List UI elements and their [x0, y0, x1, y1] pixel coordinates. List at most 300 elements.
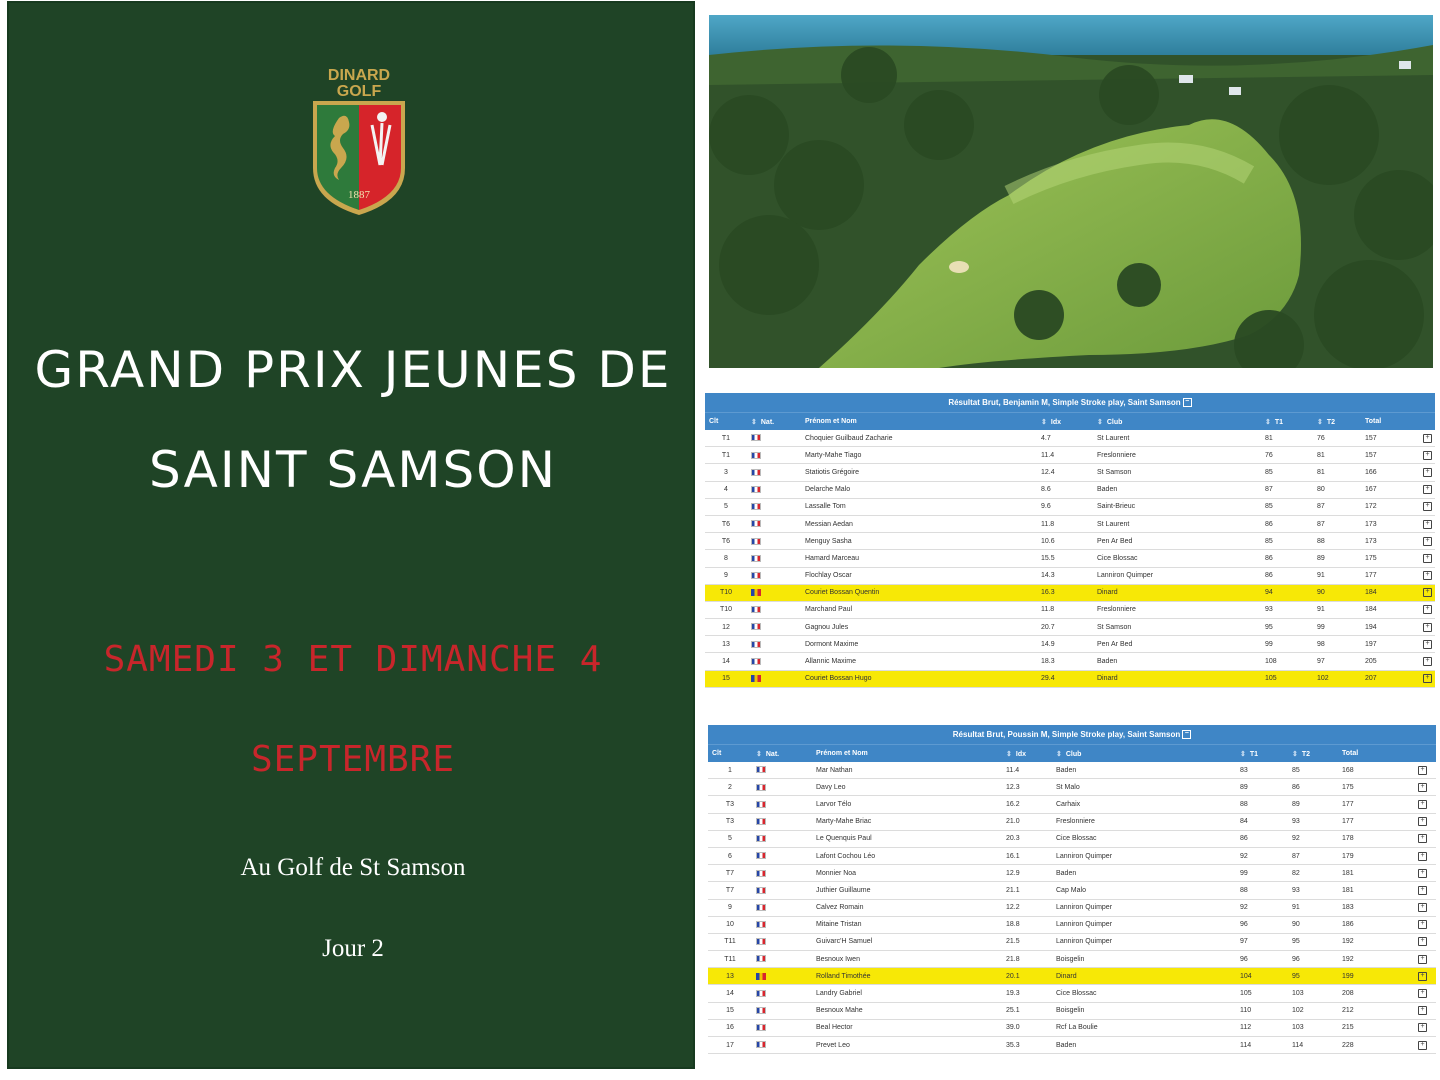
expand-row-icon[interactable]: +: [1418, 937, 1427, 946]
t1-cell: 104: [1236, 968, 1288, 985]
table-row[interactable]: [708, 762, 1436, 779]
expand-cell: [1419, 430, 1435, 447]
table-row[interactable]: [705, 670, 1435, 687]
name-cell: Allannic Maxime: [801, 653, 1037, 670]
expand-cell: [1419, 515, 1435, 532]
club-cell: Saint-Brieuc: [1093, 498, 1261, 515]
nat-cell: [752, 1019, 812, 1036]
club-cell: Lanniron Quimper: [1052, 899, 1236, 916]
clt-cell: T10: [705, 584, 747, 601]
nat-cell: [752, 899, 812, 916]
nat-cell: [747, 515, 801, 532]
nat-cell: [747, 636, 801, 653]
t2-cell: 88: [1313, 533, 1361, 550]
flag-icon: [751, 606, 761, 613]
expand-row-icon[interactable]: +: [1418, 989, 1427, 998]
flag-icon: [756, 973, 766, 980]
expand-row-icon[interactable]: +: [1423, 588, 1432, 597]
name-cell: Prevet Leo: [812, 1037, 1002, 1054]
expand-row-icon[interactable]: +: [1418, 817, 1427, 826]
total-cell: 173: [1361, 515, 1419, 532]
t2-cell: 76: [1313, 430, 1361, 447]
nat-cell: [752, 951, 812, 968]
expand-row-icon[interactable]: +: [1423, 674, 1432, 683]
idx-cell: 12.2: [1002, 899, 1052, 916]
t2-cell: 98: [1313, 636, 1361, 653]
total-cell: 181: [1338, 865, 1414, 882]
expand-cell: [1414, 1037, 1436, 1054]
name-cell: Messian Aedan: [801, 515, 1037, 532]
flag-icon: [751, 538, 761, 545]
club-cell: St Samson: [1093, 619, 1261, 636]
name-cell: Marty-Mahe Briac: [812, 813, 1002, 830]
idx-cell: 39.0: [1002, 1019, 1052, 1036]
t1-cell: 86: [1261, 550, 1313, 567]
expand-cell: [1419, 653, 1435, 670]
col-expand: [1419, 413, 1435, 431]
t2-cell: 87: [1288, 847, 1338, 864]
table-row[interactable]: [705, 498, 1435, 515]
col-nat[interactable]: ⇕ Nat.: [752, 745, 812, 763]
table-row[interactable]: [708, 951, 1436, 968]
nat-cell: [747, 653, 801, 670]
name-cell: Calvez Romain: [812, 899, 1002, 916]
clt-cell: 12: [705, 619, 747, 636]
table-row[interactable]: [705, 653, 1435, 670]
expand-cell: [1414, 968, 1436, 985]
col-name[interactable]: Prénom et Nom: [801, 413, 1037, 431]
expand-row-icon[interactable]: +: [1418, 1041, 1427, 1050]
name-cell: Couriet Bossan Hugo: [801, 670, 1037, 687]
t2-cell: 114: [1288, 1037, 1338, 1054]
club-cell: Cice Blossac: [1052, 830, 1236, 847]
club-cell: Baden: [1052, 865, 1236, 882]
name-cell: Rolland Timothée: [812, 968, 1002, 985]
clt-cell: T6: [705, 533, 747, 550]
table-row[interactable]: [708, 1037, 1436, 1054]
col-t2[interactable]: ⇕ T2: [1313, 413, 1361, 431]
expand-row-icon[interactable]: +: [1423, 623, 1432, 632]
flag-icon: [756, 870, 766, 877]
expand-cell: [1414, 830, 1436, 847]
expand-cell: [1414, 779, 1436, 796]
nat-cell: [752, 796, 812, 813]
results-table-poussin: [708, 725, 1436, 1054]
name-cell: Marty-Mahe Tiago: [801, 447, 1037, 464]
idx-cell: 29.4: [1037, 670, 1093, 687]
t2-cell: 85: [1288, 762, 1338, 779]
expand-row-icon[interactable]: +: [1423, 554, 1432, 563]
expand-row-icon[interactable]: +: [1423, 571, 1432, 580]
collapse-icon[interactable]: −: [1183, 398, 1192, 407]
nat-cell: [752, 882, 812, 899]
clt-cell: T6: [705, 515, 747, 532]
table-row[interactable]: [705, 515, 1435, 532]
table-row[interactable]: [705, 481, 1435, 498]
table-row[interactable]: [708, 796, 1436, 813]
t2-cell: 91: [1313, 601, 1361, 618]
total-cell: 177: [1338, 796, 1414, 813]
expand-cell: [1419, 498, 1435, 515]
col-idx[interactable]: ⇕ Idx: [1002, 745, 1052, 763]
t1-cell: 85: [1261, 464, 1313, 481]
t2-cell: 87: [1313, 515, 1361, 532]
name-cell: Menguy Sasha: [801, 533, 1037, 550]
club-cell: Cap Malo: [1052, 882, 1236, 899]
col-nat[interactable]: ⇕ Nat.: [747, 413, 801, 431]
flag-icon: [751, 434, 761, 441]
clt-cell: T1: [705, 447, 747, 464]
t2-cell: 97: [1313, 653, 1361, 670]
t1-cell: 99: [1261, 636, 1313, 653]
col-name[interactable]: Prénom et Nom: [812, 745, 1002, 763]
club-cell: St Laurent: [1093, 515, 1261, 532]
flag-icon: [756, 1024, 766, 1031]
name-cell: Mar Nathan: [812, 762, 1002, 779]
t2-cell: 102: [1313, 670, 1361, 687]
table-row[interactable]: [708, 968, 1436, 985]
club-cell: Dinard: [1093, 670, 1261, 687]
flag-icon: [756, 784, 766, 791]
total-cell: 177: [1338, 813, 1414, 830]
table-row[interactable]: [705, 567, 1435, 584]
flag-icon: [751, 675, 761, 682]
idx-cell: 18.8: [1002, 916, 1052, 933]
t2-cell: 89: [1288, 796, 1338, 813]
idx-cell: 8.6: [1037, 481, 1093, 498]
idx-cell: 20.1: [1002, 968, 1052, 985]
expand-cell: [1414, 865, 1436, 882]
expand-row-icon[interactable]: +: [1418, 852, 1427, 861]
col-club[interactable]: ⇕ Club: [1093, 413, 1261, 431]
col-total[interactable]: Total: [1338, 745, 1414, 763]
flag-icon: [756, 904, 766, 911]
table-row[interactable]: [708, 779, 1436, 796]
flag-icon: [751, 520, 761, 527]
col-club[interactable]: ⇕ Club: [1052, 745, 1236, 763]
col-clt[interactable]: Clt: [705, 413, 747, 431]
expand-row-icon[interactable]: +: [1418, 920, 1427, 929]
total-cell: 192: [1338, 951, 1414, 968]
total-cell: 157: [1361, 447, 1419, 464]
expand-cell: [1419, 567, 1435, 584]
clt-cell: 9: [705, 567, 747, 584]
t2-cell: 89: [1313, 550, 1361, 567]
name-cell: Monnier Noa: [812, 865, 1002, 882]
expand-cell: [1419, 481, 1435, 498]
table-row[interactable]: [708, 1019, 1436, 1036]
flag-icon: [751, 469, 761, 476]
nat-cell: [752, 1002, 812, 1019]
name-cell: Mitaine Tristan: [812, 916, 1002, 933]
idx-cell: 12.4: [1037, 464, 1093, 481]
t1-cell: 86: [1261, 567, 1313, 584]
logo-text-bottom: GOLF: [336, 83, 382, 100]
name-cell: Beal Hector: [812, 1019, 1002, 1036]
expand-cell: [1419, 447, 1435, 464]
clt-cell: 1: [708, 762, 752, 779]
collapse-icon[interactable]: −: [1182, 730, 1191, 739]
clt-cell: T7: [708, 882, 752, 899]
idx-cell: 11.8: [1037, 601, 1093, 618]
flag-icon: [756, 938, 766, 945]
club-cell: Cice Blossac: [1052, 985, 1236, 1002]
expand-cell: [1414, 1019, 1436, 1036]
flag-icon: [751, 641, 761, 648]
club-cell: Rcf La Boulie: [1052, 1019, 1236, 1036]
t2-cell: 93: [1288, 813, 1338, 830]
expand-row-icon[interactable]: +: [1423, 468, 1432, 477]
table-row[interactable]: [708, 1002, 1436, 1019]
nat-cell: [752, 813, 812, 830]
total-cell: 205: [1361, 653, 1419, 670]
total-cell: 212: [1338, 1002, 1414, 1019]
expand-row-icon[interactable]: +: [1423, 502, 1432, 511]
expand-row-icon[interactable]: +: [1418, 834, 1427, 843]
t1-cell: 88: [1236, 882, 1288, 899]
expand-row-icon[interactable]: +: [1423, 605, 1432, 614]
total-cell: 181: [1338, 882, 1414, 899]
logo-text-top: DINARD: [327, 67, 391, 84]
table-row[interactable]: [705, 430, 1435, 447]
flag-icon: [751, 589, 761, 596]
expand-row-icon[interactable]: +: [1418, 886, 1427, 895]
expand-row-icon[interactable]: +: [1423, 640, 1432, 649]
idx-cell: 21.0: [1002, 813, 1052, 830]
t1-cell: 76: [1261, 447, 1313, 464]
name-cell: Couriet Bossan Quentin: [801, 584, 1037, 601]
t1-cell: 87: [1261, 481, 1313, 498]
club-cell: Lanniron Quimper: [1052, 916, 1236, 933]
flag-icon: [756, 1041, 766, 1048]
expand-row-icon[interactable]: +: [1423, 657, 1432, 666]
col-t2[interactable]: ⇕ T2: [1288, 745, 1338, 763]
expand-cell: [1414, 813, 1436, 830]
total-cell: 184: [1361, 584, 1419, 601]
expand-cell: [1414, 933, 1436, 950]
expand-cell: [1419, 636, 1435, 653]
table-row[interactable]: [705, 601, 1435, 618]
total-cell: 186: [1338, 916, 1414, 933]
expand-row-icon[interactable]: +: [1418, 1023, 1427, 1032]
expand-cell: [1419, 670, 1435, 687]
total-cell: 199: [1338, 968, 1414, 985]
flag-icon: [751, 503, 761, 510]
idx-cell: 21.5: [1002, 933, 1052, 950]
club-cell: Lanniron Quimper: [1052, 847, 1236, 864]
clt-cell: 10: [708, 916, 752, 933]
idx-cell: 16.2: [1002, 796, 1052, 813]
idx-cell: 18.3: [1037, 653, 1093, 670]
flag-icon: [756, 1007, 766, 1014]
table-row[interactable]: [708, 847, 1436, 864]
club-cell: St Samson: [1093, 464, 1261, 481]
clt-cell: 4: [705, 481, 747, 498]
name-cell: Le Quenquis Paul: [812, 830, 1002, 847]
expand-row-icon[interactable]: +: [1418, 869, 1427, 878]
t2-cell: 91: [1288, 899, 1338, 916]
total-cell: 178: [1338, 830, 1414, 847]
t1-cell: 88: [1236, 796, 1288, 813]
club-cell: Boisgelin: [1052, 951, 1236, 968]
expand-cell: [1419, 533, 1435, 550]
club-cell: Baden: [1093, 481, 1261, 498]
clt-cell: 13: [708, 968, 752, 985]
col-total[interactable]: Total: [1361, 413, 1419, 431]
club-cell: Dinard: [1052, 968, 1236, 985]
idx-cell: 35.3: [1002, 1037, 1052, 1054]
nat-cell: [747, 498, 801, 515]
t2-cell: 93: [1288, 882, 1338, 899]
name-cell: Juthier Guillaume: [812, 882, 1002, 899]
name-cell: Besnoux Mahe: [812, 1002, 1002, 1019]
nat-cell: [747, 464, 801, 481]
table-row[interactable]: [708, 882, 1436, 899]
expand-cell: [1419, 464, 1435, 481]
flag-icon: [756, 921, 766, 928]
t2-cell: 81: [1313, 464, 1361, 481]
col-t1[interactable]: ⇕ T1: [1236, 745, 1288, 763]
total-cell: 194: [1361, 619, 1419, 636]
t1-cell: 81: [1261, 430, 1313, 447]
t1-cell: 105: [1261, 670, 1313, 687]
nat-cell: [747, 619, 801, 636]
t1-cell: 99: [1236, 865, 1288, 882]
table-row[interactable]: [708, 985, 1436, 1002]
expand-row-icon[interactable]: +: [1423, 537, 1432, 546]
nat-cell: [747, 601, 801, 618]
table-row[interactable]: [708, 813, 1436, 830]
idx-cell: 9.6: [1037, 498, 1093, 515]
total-cell: 173: [1361, 533, 1419, 550]
expand-row-icon[interactable]: +: [1418, 955, 1427, 964]
idx-cell: 11.8: [1037, 515, 1093, 532]
logo-year: 1887: [348, 189, 370, 201]
name-cell: Delarche Malo: [801, 481, 1037, 498]
expand-row-icon[interactable]: +: [1418, 972, 1427, 981]
t1-cell: 83: [1236, 762, 1288, 779]
t2-cell: 90: [1288, 916, 1338, 933]
idx-cell: 20.3: [1002, 830, 1052, 847]
idx-cell: 10.6: [1037, 533, 1093, 550]
results-table-benjamin: [705, 393, 1435, 688]
event-poster: [7, 1, 695, 1069]
expand-row-icon[interactable]: +: [1418, 783, 1427, 792]
club-cell: Pen Ar Bed: [1093, 533, 1261, 550]
table-row[interactable]: [705, 447, 1435, 464]
golf-course-aerial-photo: [709, 15, 1433, 368]
nat-cell: [752, 865, 812, 882]
expand-row-icon[interactable]: +: [1418, 1006, 1427, 1015]
total-cell: 207: [1361, 670, 1419, 687]
t2-cell: 87: [1313, 498, 1361, 515]
table-row[interactable]: [708, 933, 1436, 950]
total-cell: 166: [1361, 464, 1419, 481]
table-row[interactable]: [705, 533, 1435, 550]
t2-cell: 92: [1288, 830, 1338, 847]
flag-icon: [756, 835, 766, 842]
name-cell: Guivarc'H Samuel: [812, 933, 1002, 950]
table-row[interactable]: [705, 464, 1435, 481]
col-idx[interactable]: ⇕ Idx: [1037, 413, 1093, 431]
table-row[interactable]: [705, 619, 1435, 636]
nat-cell: [747, 584, 801, 601]
table-row[interactable]: [705, 636, 1435, 653]
idx-cell: 11.4: [1002, 762, 1052, 779]
clt-cell: 2: [708, 779, 752, 796]
nat-cell: [752, 985, 812, 1002]
t2-cell: 80: [1313, 481, 1361, 498]
table-header-row: [708, 745, 1436, 763]
expand-row-icon[interactable]: +: [1418, 766, 1427, 775]
expand-row-icon[interactable]: +: [1423, 520, 1432, 529]
club-cell: Lanniron Quimper: [1093, 567, 1261, 584]
date-line-1: SAMEDI 3 ET DIMANCHE 4: [103, 639, 603, 680]
expand-cell: [1414, 847, 1436, 864]
total-cell: 172: [1361, 498, 1419, 515]
idx-cell: 25.1: [1002, 1002, 1052, 1019]
club-cell: St Malo: [1052, 779, 1236, 796]
name-cell: Lafont Cochou Léo: [812, 847, 1002, 864]
nat-cell: [747, 670, 801, 687]
t1-cell: 85: [1261, 533, 1313, 550]
table-row[interactable]: [708, 916, 1436, 933]
col-clt[interactable]: Clt: [708, 745, 752, 763]
flag-icon: [756, 852, 766, 859]
table-row[interactable]: [705, 550, 1435, 567]
expand-row-icon[interactable]: +: [1418, 800, 1427, 809]
name-cell: Gagnou Jules: [801, 619, 1037, 636]
expand-row-icon[interactable]: +: [1423, 485, 1432, 494]
name-cell: Lassalle Tom: [801, 498, 1037, 515]
col-t1[interactable]: ⇕ T1: [1261, 413, 1313, 431]
expand-row-icon[interactable]: +: [1418, 903, 1427, 912]
nat-cell: [752, 968, 812, 985]
t1-cell: 94: [1261, 584, 1313, 601]
flag-icon: [751, 658, 761, 665]
t2-cell: 102: [1288, 1002, 1338, 1019]
title-line-1: GRAND PRIX JEUNES DE: [34, 341, 672, 399]
t1-cell: 112: [1236, 1019, 1288, 1036]
table-row[interactable]: [708, 830, 1436, 847]
t1-cell: 84: [1236, 813, 1288, 830]
nat-cell: [752, 933, 812, 950]
day-text: Jour 2: [322, 935, 384, 962]
t2-cell: 90: [1313, 584, 1361, 601]
total-cell: 208: [1338, 985, 1414, 1002]
t1-cell: 92: [1236, 899, 1288, 916]
col-expand: [1414, 745, 1436, 763]
flag-icon: [751, 555, 761, 562]
t2-cell: 103: [1288, 1019, 1338, 1036]
total-cell: 183: [1338, 899, 1414, 916]
t2-cell: 99: [1313, 619, 1361, 636]
nat-cell: [752, 847, 812, 864]
expand-row-icon[interactable]: +: [1423, 451, 1432, 460]
t1-cell: 110: [1236, 1002, 1288, 1019]
flag-icon: [751, 452, 761, 459]
nat-cell: [747, 447, 801, 464]
expand-cell: [1419, 619, 1435, 636]
expand-row-icon[interactable]: +: [1423, 434, 1432, 443]
idx-cell: 16.1: [1002, 847, 1052, 864]
name-cell: Besnoux Iwen: [812, 951, 1002, 968]
table-row[interactable]: [705, 584, 1435, 601]
club-cell: Lanniron Quimper: [1052, 933, 1236, 950]
clt-cell: T3: [708, 813, 752, 830]
table-row[interactable]: [708, 865, 1436, 882]
table-row[interactable]: [708, 899, 1436, 916]
